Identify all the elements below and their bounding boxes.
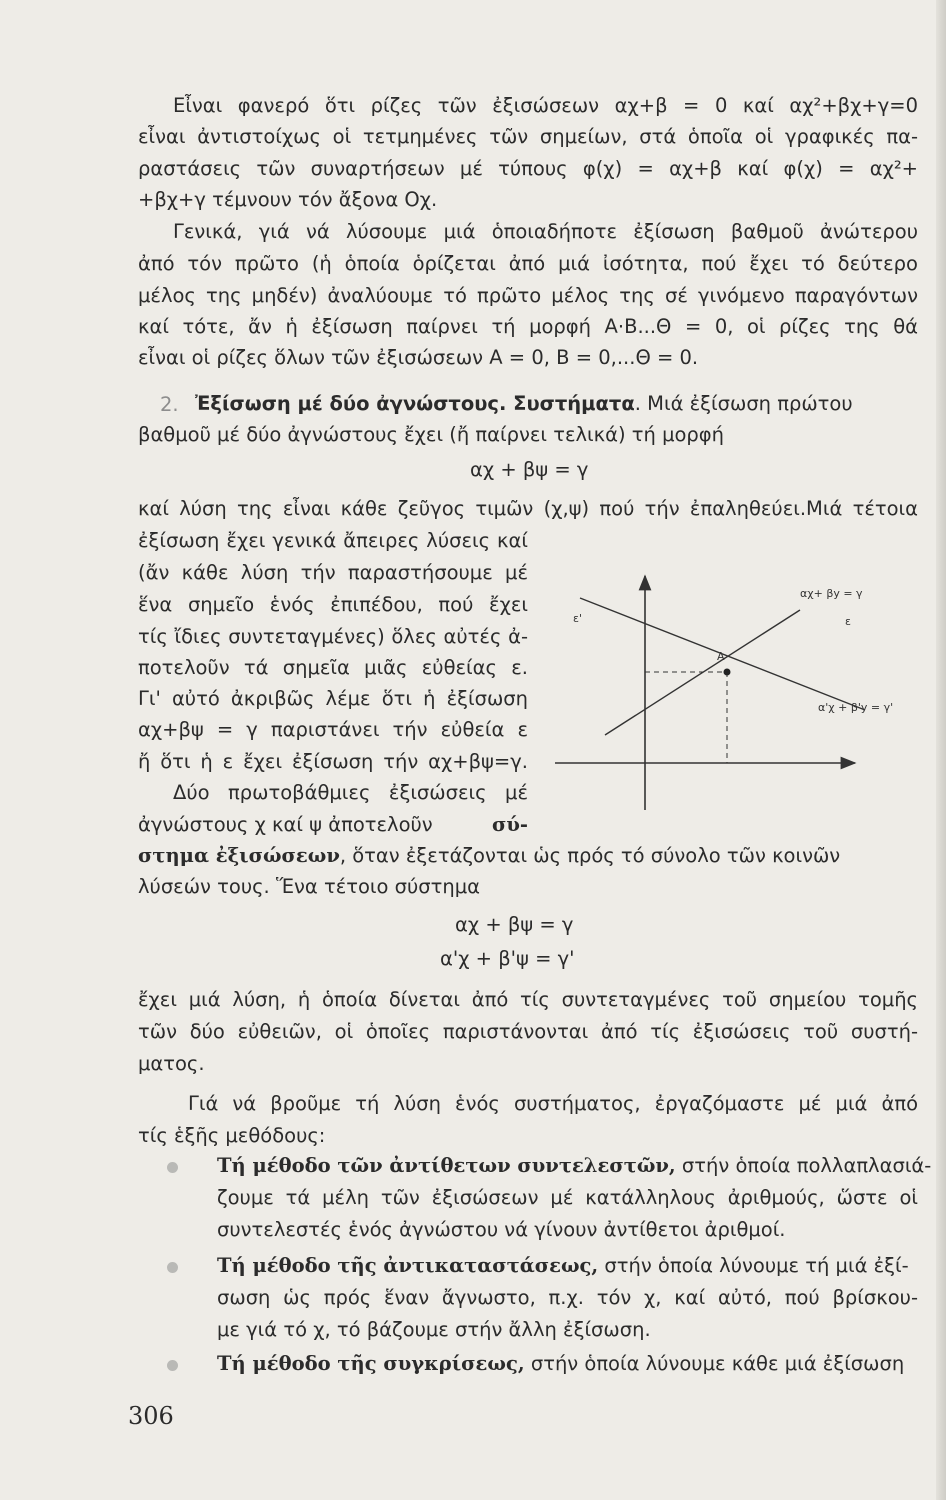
page-edge-shadow xyxy=(936,0,946,1500)
section-line-3: καί λύση της εἶναι κάθε ζεῦγος τιμῶν (χ,ψ) πού τήν ἐπαληθεύει.Μιά τέτοια xyxy=(138,497,918,520)
line-e-prime-equation-label: α'χ + β'y = γ' xyxy=(818,701,894,714)
method-1-line-3: συντελεστές ἑνός ἀγνώστου νά γίνουν ἀντίθετοι ἀριθμοί. xyxy=(217,1218,786,1241)
left-col-line-9: Δύο πρωτοβάθμιες ἐξισώσεις μέ xyxy=(173,781,528,804)
left-col-line-10 xyxy=(138,811,528,839)
system-equation-2: α'χ + β'ψ = γ' xyxy=(440,947,575,970)
method-1-first: στήν ὁποία πολλαπλασιά- xyxy=(675,1154,932,1177)
method-2-name: Τή μέθοδο τῆς ἀντικαταστάσεως, xyxy=(217,1254,599,1277)
general-line-4: καί τότε, ἄν ἡ ἐξίσωση παίρνει τή μορφή Α·Β...Θ = 0, οἱ ρίζες της θά xyxy=(138,315,918,338)
line-intersection-figure xyxy=(555,570,920,810)
section-title: Ἐξίσωση μέ δύο ἀγνώστους. Συστήματα xyxy=(195,392,635,415)
method-3-first: στήν ὁποία λύνουμε κάθε μιά ἐξίσωση xyxy=(524,1352,905,1375)
system-equation-1: αχ + βψ = γ xyxy=(455,913,574,936)
method-2-line-2: σωση ὡς πρός ἕναν ἄγνωστο, π.χ. τόν χ, καί αὐτό, πού βρίσκου- xyxy=(217,1286,918,1309)
left-col-line-1: ἐξίσωση ἔχει γενικά ἄπειρες λύσεις καί xyxy=(138,529,528,552)
section-heading xyxy=(195,390,853,418)
left-col-line-8: ἤ ὅτι ἡ ε ἔχει ἐξίσωση τήν αχ+βψ=γ. xyxy=(138,750,528,773)
general-line-1: Γενικά, γιά νά λύσουμε μιά ὁποιαδήποτε ἐξίσωση βαθμοῦ ἀνώτερου xyxy=(173,220,918,243)
line-e-equation-label: αχ+ βy = γ xyxy=(800,587,863,600)
solution-line-1: ἔχει μιά λύση, ἡ ὁποία δίνεται ἀπό τίς συντεταγμένες τοῦ σημείου τομῆς xyxy=(138,988,918,1011)
bullet-3 xyxy=(167,1360,178,1371)
system-line-2: λύσεών τους. Ἕνα τέτοιο σύστημα xyxy=(138,875,481,898)
intersection-point xyxy=(724,669,731,676)
method-2-line-3: με γιά τό χ, τό βάζουμε στήν ἄλλη ἐξίσωση. xyxy=(217,1318,651,1341)
left-col-line-10-text: ἀγνώστους χ καί ψ ἀποτελοῦν xyxy=(138,813,433,836)
method-2-first-line xyxy=(217,1252,909,1280)
point-label: Α xyxy=(717,650,725,663)
method-1-line-2: ζουμε τά μέλη τῶν ἐξισώσεων μέ κατάλληλους ἀριθμούς, ὥστε οἱ xyxy=(217,1186,918,1209)
page-number: 306 xyxy=(128,1402,174,1430)
method-3-first-line xyxy=(217,1350,904,1378)
equation-main: αχ + βψ = γ xyxy=(470,458,589,481)
intro-line-4: +βχ+γ τέμνουν τόν ἄξονα Οχ. xyxy=(138,188,438,211)
section-line-2: βαθμοῦ μέ δύο ἀγνώστους ἔχει (ἤ παίρνει τελικά) τή μορφή xyxy=(138,423,725,446)
method-1-name: Τή μέθοδο τῶν ἀντίθετων συντελεστῶν, xyxy=(217,1154,676,1177)
solution-line-2: τῶν δύο εὐθειῶν, οἱ ὁποῖες παριστάνονται ἀπό τίς ἐξισώσεις τοῦ συστή- xyxy=(138,1020,918,1043)
solution-line-3: ματος. xyxy=(138,1052,205,1075)
general-line-5: εἶναι οἱ ρίζες ὅλων τῶν ἐξισώσεων Α = 0, Β = 0,...Θ = 0. xyxy=(138,346,699,369)
general-line-2: ἀπό τόν πρῶτο (ἡ ὁποία ὁρίζεται ἀπό μιά ἰσότητα, πού ἔχει τό δεύτερο xyxy=(138,252,918,275)
method-3-name: Τή μέθοδο τῆς συγκρίσεως, xyxy=(217,1352,525,1375)
section-number: 2. xyxy=(160,393,179,416)
intro-line-1: Εἶναι φανερό ὅτι ρίζες τῶν ἐξισώσεων αχ+β = 0 καί αχ²+βχ+γ=0 xyxy=(173,94,918,117)
bullet-2 xyxy=(167,1262,178,1273)
method-2-first: στήν ὁποία λύνουμε τή μιά ἐξί- xyxy=(598,1254,909,1277)
intro-line-2: εἶναι ἀντιστοίχως οἱ τετμημένες τῶν σημείων, στά ὁποῖα οἱ γραφικές πα- xyxy=(138,125,918,148)
system-term-end: στημα ἐξισώσεων xyxy=(138,844,340,867)
left-col-line-7: αχ+βψ = γ παριστάνει τήν εὐθεία ε xyxy=(138,718,528,741)
bullet-1 xyxy=(167,1162,178,1173)
methods-intro-2: τίς ἑξῆς μεθόδους: xyxy=(138,1124,326,1147)
section-title-rest: . Μιά ἐξίσωση πρώτου xyxy=(634,392,853,415)
line-e-label: ε xyxy=(845,615,851,628)
system-definition-rest: , ὅταν ἐξετάζονται ὡς πρός τό σύνολο τῶν κοινῶν xyxy=(339,844,841,867)
left-col-line-6: Γι' αὐτό ἀκριβῶς λέμε ὅτι ἡ ἐξίσωση xyxy=(138,687,528,710)
left-col-line-3: ἕνα σημεῖο ἑνός ἐπιπέδου, πού ἔχει xyxy=(138,593,528,616)
left-col-line-5: ποτελοῦν τά σημεῖα μιᾶς εὐθείας ε. xyxy=(138,656,528,679)
line-e-prime-label: ε' xyxy=(573,612,582,625)
method-1-first-line xyxy=(217,1152,931,1180)
left-col-line-4: τίς ἴδιες συντεταγμένες) ὅλες αὐτές ἀ- xyxy=(138,625,528,648)
left-col-line-2: (ἄν κάθε λύση τήν παραστήσουμε μέ xyxy=(138,561,528,584)
system-term-start: σύ- xyxy=(491,813,528,836)
methods-intro-1: Γιά νά βροῦμε τή λύση ἑνός συστήματος, ἐργαζόμαστε μέ μιά ἀπό xyxy=(188,1092,918,1115)
general-line-3: μέλος της μηδέν) ἀναλύουμε τό πρῶτο μέλος της σέ γινόμενο παραγόντων xyxy=(138,284,918,307)
intro-line-3: ραστάσεις τῶν συναρτήσεων μέ τύπους φ(χ) = αχ+β καί φ(χ) = αχ²+ xyxy=(138,157,918,180)
system-definition xyxy=(138,842,840,870)
